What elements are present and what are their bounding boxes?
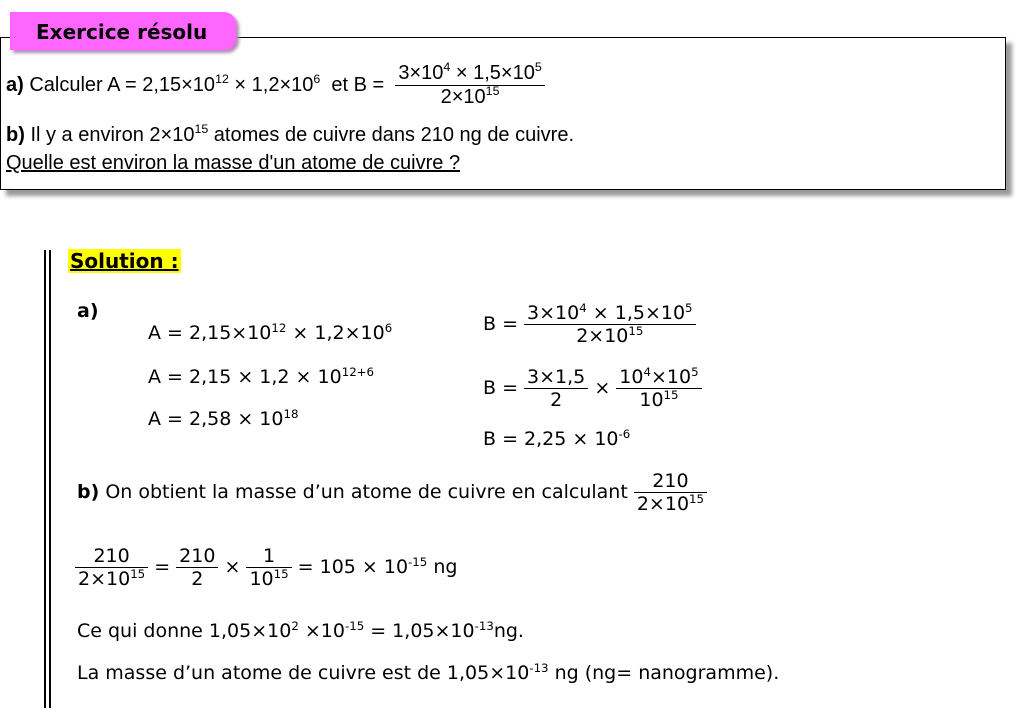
part-a-label: a) bbox=[6, 73, 24, 96]
expr-b-prefix: et B = bbox=[320, 73, 390, 96]
result-line-1: Ce qui donne $1,05\times 10^2 \times 10^{-15} = 1,05\times 10^{-13}ng$. bbox=[77, 618, 524, 642]
solution-margin-bar bbox=[44, 250, 51, 708]
exercise-title: Exercice résolu bbox=[36, 20, 208, 44]
expr-a: Calculer A = 2,15×10 bbox=[29, 73, 216, 96]
equation-b-2: B = $\frac{3\times 1,5}{2}$ × $\frac{10^4\times 10^5}{10^{15}}$ bbox=[483, 366, 702, 411]
fraction: $\frac{3\times 10^4 \times 1,5\times 10^5}{2\times 10^{15}}$ bbox=[524, 302, 696, 347]
equation-a-1: $A = 2,15\times 10^{12} \times 1,2\times 10^6$ bbox=[148, 320, 393, 344]
solution-part-b-label: b) bbox=[77, 481, 100, 503]
exp: 6 bbox=[313, 72, 321, 87]
equation-b-1: B = $\frac{3\times 10^4 \times 1,5\times 10^5}{2\times 10^{15}}$ bbox=[483, 302, 696, 347]
part-b-label: b) bbox=[6, 124, 25, 146]
solution-part-b: b) On obtient la masse d’un atome de cuivre en calculant $\frac{210}{2\times 10^{15}}$ bbox=[77, 470, 707, 515]
fraction: $\frac{210}{2}$ bbox=[176, 545, 218, 590]
exp: 12 bbox=[215, 72, 229, 87]
equation-a-3: $A = 2,58 \times 10^{18}$ bbox=[148, 406, 299, 430]
fraction: $\frac{210}{2\times 10^{15}}$ bbox=[75, 545, 148, 590]
solution-part-a-label: a) bbox=[77, 300, 99, 322]
exercise-question: Quelle est environ la masse d'un atome de cuivre ? bbox=[6, 152, 461, 174]
equation-b-3: $B = 2,25 \times 10^{-6}$ bbox=[483, 426, 631, 450]
expr-a-mid: × 1,2×10 bbox=[228, 73, 314, 96]
equation-a-2: $A = 2,15 \times 1,2 \times 10^{12+6}$ bbox=[148, 364, 375, 388]
fraction: $\frac{1}{10^{15}}$ bbox=[246, 545, 291, 590]
fraction-b: $\frac{3\times 10^4 \times 1,5\times 10^5}{2\times 10^{15}}$ bbox=[395, 62, 544, 109]
calculation-line: $\frac{210}{2\times 10^{15}}$ = $\frac{210}{2}$ × $\frac{1}{10^{15}}$ = $105 \times 10^{-15}$ ng bbox=[75, 545, 457, 590]
fraction: $\frac{210}{2\times 10^{15}}$ bbox=[634, 470, 707, 515]
exercise-part-a bbox=[6, 62, 545, 109]
fraction: $\frac{10^4\times 10^5}{10^{15}}$ bbox=[616, 366, 701, 411]
exercise-part-b: b) Il y a environ $2\times 10^{15}$ atomes de cuivre dans 210 ng de cuivre. bbox=[6, 122, 575, 146]
fraction: $\frac{3\times 1,5}{2}$ bbox=[524, 366, 588, 411]
solution-title: Solution : bbox=[70, 249, 179, 273]
result-line-2: La masse d’un atome de cuivre est de $1,05\times 10^{-13}$ ng (ng= nanogramme). bbox=[77, 660, 780, 684]
